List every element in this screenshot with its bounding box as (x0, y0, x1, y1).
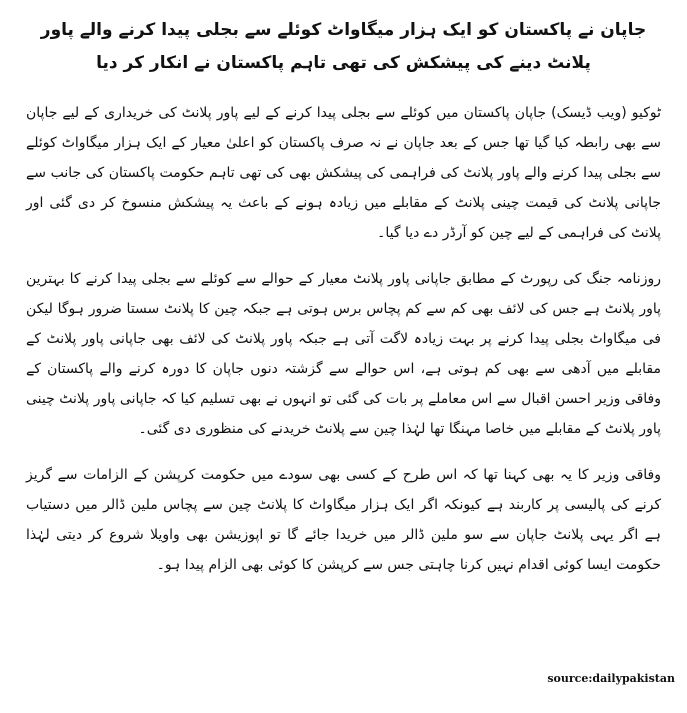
article-paragraph-3: وفاقی وزیر کا یہ بھی کہنا تھا کہ اس طرح کے کسی بھی سودے میں حکومت کرپشن کے الزامات سے گریز کرنے کی پالیسی پر کاربند ہے کیونکہ اگر ایک ہزار میگاواٹ کا پلانٹ چین سے پچاس ملین ڈالر میں دستیاب ہے اگر یہی پلانٹ جاپان سے سو ملین ڈالر میں خریدا جائے گا تو اپوزیشن بھی واویلا شروع کر دیتی لہٰذا حکومت ایسا کوئی اقدام نہیں کرنا چاہتی جس سے کرپشن کا کوئی بھی الزام پیدا ہو۔ (26, 467, 661, 573)
article-paragraph-1: ٹوکیو (ویب ڈیسک) جاپان پاکستان میں کوئلے سے بجلی پیدا کرنے کے لیے پاور پلانٹ کی خریداری کے لیے جاپان سے بھی رابطہ کیا گیا تھا جس کے بعد جاپان نے نہ صرف پاکستان کو اعلیٰ معیار کے ایک ہزار میگاواٹ کوئلے سے بجلی پیدا کرنے والے پاور پلانٹ کی فراہمی کی پیشکش بھی کی تھی تاہم حکومت پاکستان کی جانب سے جاپانی پلانٹ کی قیمت چینی پلانٹ کے مقابلے میں زیادہ ہونے کے باعث یہ پیشکش منسوخ کر دی گئی اور پلانٹ کی فراہمی کے لیے چین کو آرڈر دے دیا گیا۔ (26, 105, 661, 241)
article-paragraph-2: روزنامہ جنگ کی رپورٹ کے مطابق جاپانی پاور پلانٹ معیار کے حوالے سے کوئلے سے بجلی پیدا کرنے کا بہترین پاور پلانٹ ہے جس کی لائف بھی کم سے کم پچاس برس ہوتی ہے جبکہ چین کا پلانٹ سستا ضرور ہوگا لیکن فی میگاواٹ بجلی پیدا کرنے پر بہت زیادہ لاگت آتی ہے جبکہ پاور پلانٹ کی لائف بھی جاپانی پاور پلانٹ کے مقابلے میں آدھی سے بھی کم ہوتی ہے، اس حوالے سے گزشتہ دنوں جاپان کا دورہ کرنے والے پاکستان کے وفاقی وزیر احسن اقبال سے اس معاملے پر بات کی گئی تو انہوں نے بھی تسلیم کیا کہ جاپانی پاور پلانٹ چینی پاور پلانٹ کے مقابلے میں خاصا مہنگا تھا لہٰذا چین سے پلانٹ خریدنے کی منظوری دی گئی۔ (26, 271, 661, 437)
article-headline: جاپان نے پاکستان کو ایک ہزار میگاواٹ کوئلے سے بجلی پیدا کرنے والے پاور پلانٹ دینے کی پیشکش کی تھی تاہم پاکستان نے انکار کر دیا (40, 20, 647, 73)
source-credit: source:dailypakistan (547, 672, 675, 685)
